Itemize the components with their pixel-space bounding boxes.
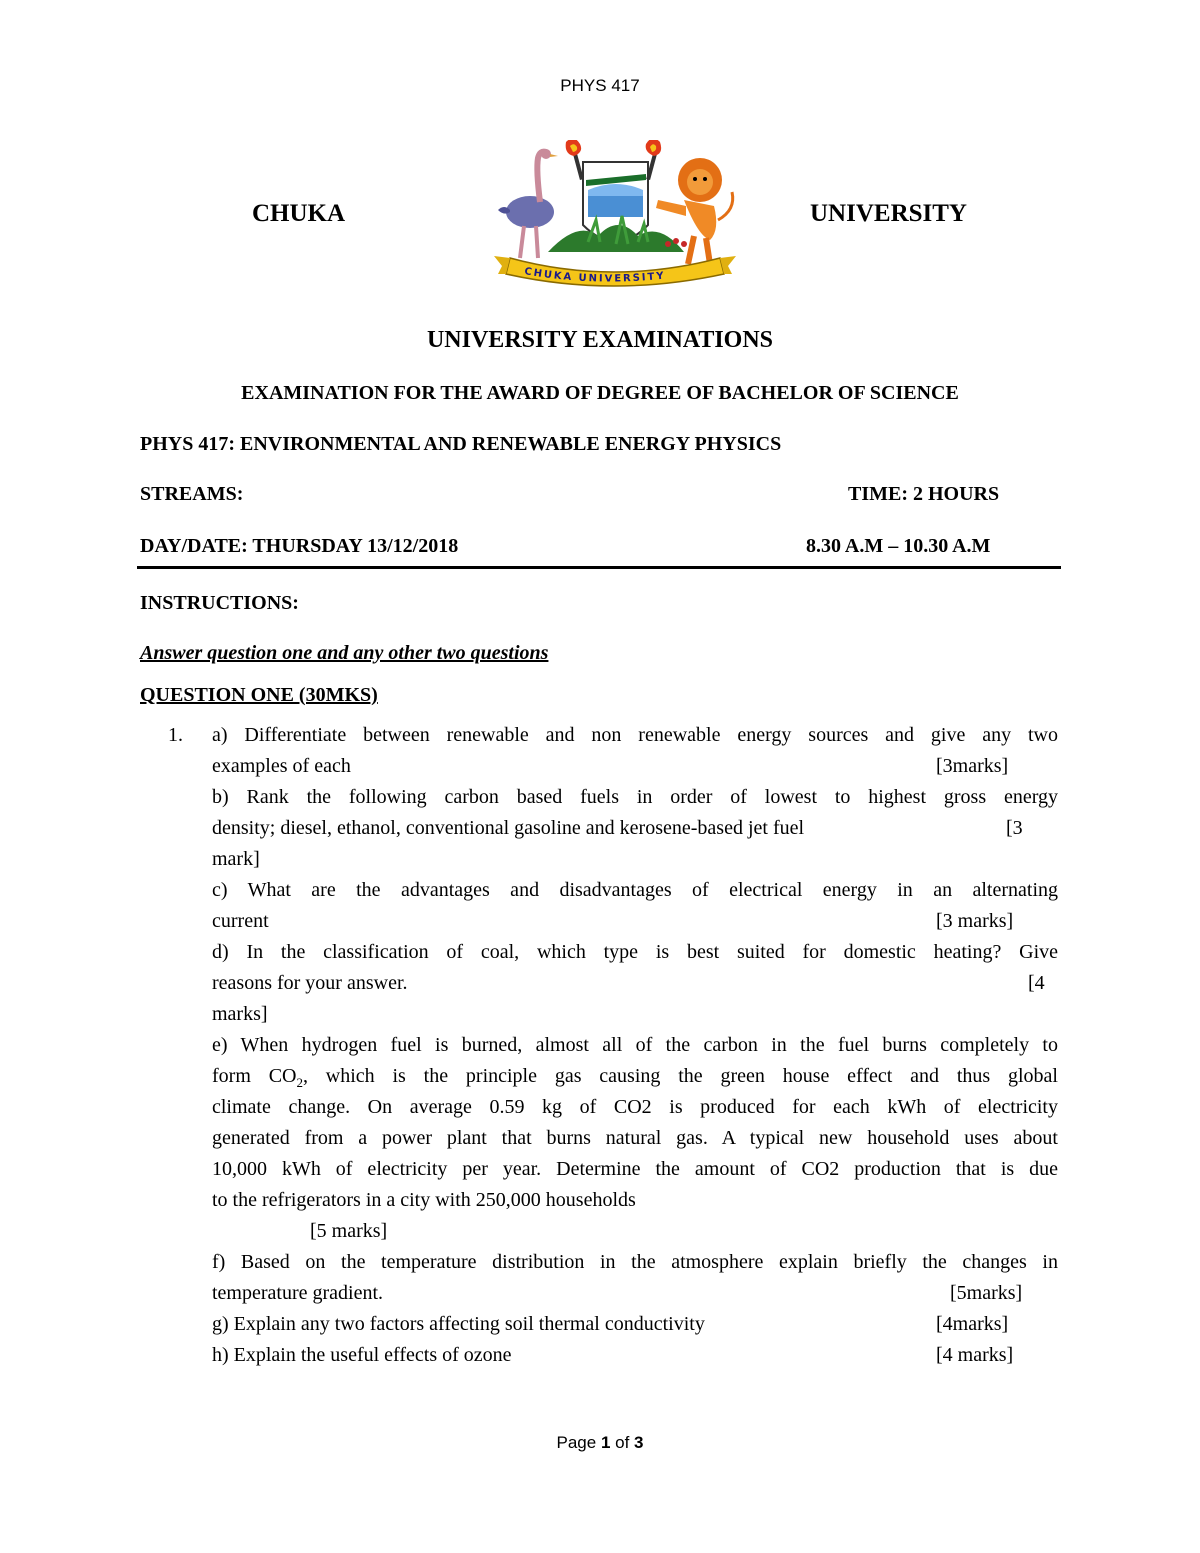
running-header: PHYS 417	[560, 76, 640, 95]
part-h: h) Explain the useful effects of ozone	[212, 1344, 512, 1366]
part-d-line2: reasons for your answer.	[212, 972, 408, 994]
part-c-marks: [3 marks]	[936, 910, 1014, 932]
part-d-marks-1: [4	[1028, 972, 1045, 994]
logo-right-word: UNIVERSITY	[810, 200, 967, 227]
part-d-marks-2: marks]	[212, 1003, 268, 1025]
part-e-line2	[212, 1065, 1058, 1091]
instructions-label: INSTRUCTIONS:	[140, 592, 299, 614]
logo-left-word: CHUKA	[252, 200, 346, 227]
question-heading: QUESTION ONE (30MKS)	[140, 684, 378, 706]
part-a-line1: a) Differentiate between renewable and non renewable energy sources and give any two	[212, 724, 1058, 746]
part-e-marks: [5 marks]	[310, 1220, 388, 1242]
part-e-line1: e) When hydrogen fuel is burned, almost all of the carbon in the fuel burns completely to	[212, 1034, 1058, 1056]
streams-label: STREAMS:	[140, 483, 244, 505]
part-f-line2: temperature gradient.	[212, 1282, 384, 1304]
instruction-text: Answer question one and any other two questions	[140, 642, 549, 664]
part-c-line2: current	[212, 910, 269, 932]
award-line: EXAMINATION FOR THE AWARD OF DEGREE OF BACHELOR OF SCIENCE	[241, 382, 959, 404]
footer-prefix: Page	[556, 1433, 601, 1452]
footer-middle: of	[610, 1433, 635, 1452]
footer-total-pages: 3	[634, 1433, 644, 1452]
crest-icon	[488, 140, 738, 290]
part-e-line5: 10,000 kWh of electricity per year. Determine the amount of CO2 production that is due	[212, 1158, 1058, 1180]
part-d-line1: d) In the classification of coal, which type is best suited for domestic heating? Give	[212, 941, 1058, 963]
exam-title: UNIVERSITY EXAMINATIONS	[426, 327, 774, 353]
part-f-marks: [5marks]	[950, 1282, 1023, 1304]
part-f-line1: f) Based on the temperature distribution in the atmosphere explain briefly the changes in	[212, 1251, 1058, 1273]
footer-current-page: 1	[600, 1433, 611, 1452]
part-e-line6: to the refrigerators in a city with 250,000 households	[212, 1189, 636, 1211]
part-e-line2-pre: form CO	[212, 1065, 297, 1087]
part-h-marks: [4 marks]	[936, 1344, 1014, 1366]
header-divider	[137, 566, 1061, 569]
part-e-line2-subscript: 2	[296, 1075, 303, 1090]
page-footer	[0, 1433, 1200, 1453]
time-range: 8.30 A.M – 10.30 A.M	[806, 535, 991, 557]
part-c-line1: c) What are the advantages and disadvantages of electrical energy in an alternating	[212, 879, 1058, 901]
course-line: PHYS 417: ENVIRONMENTAL AND RENEWABLE ENERGY PHYSICS	[140, 433, 782, 455]
part-e-line3: climate change. On average 0.59 kg of CO2 is produced for each kWh of electricity	[212, 1096, 1058, 1118]
part-b-marks-1: [3	[1006, 817, 1023, 839]
time-label: TIME: 2 HOURS	[848, 483, 1000, 505]
university-crest	[488, 140, 738, 290]
part-e-line4: generated from a power plant that burns natural gas. A typical new household uses about	[212, 1127, 1058, 1149]
part-a-marks: [3marks]	[936, 755, 1009, 777]
date-label: DAY/DATE: THURSDAY 13/12/2018	[140, 535, 459, 557]
part-b-line2: density; diesel, ethanol, conventional gasoline and kerosene-based jet fuel	[212, 817, 805, 839]
part-b-line1: b) Rank the following carbon based fuels in order of lowest to highest gross energy	[212, 786, 1058, 808]
ribbon-text: CHUKA UNIVERSITY	[523, 266, 667, 285]
question-number: 1.	[168, 724, 183, 746]
part-g: g) Explain any two factors affecting soil thermal conductivity	[212, 1313, 705, 1335]
part-b-marks-2: mark]	[212, 848, 260, 870]
part-e-line2-post: , which is the principle gas causing the green house effect and thus global	[302, 1065, 1058, 1087]
part-a-line2: examples of each	[212, 755, 351, 777]
part-g-marks: [4marks]	[936, 1313, 1009, 1335]
